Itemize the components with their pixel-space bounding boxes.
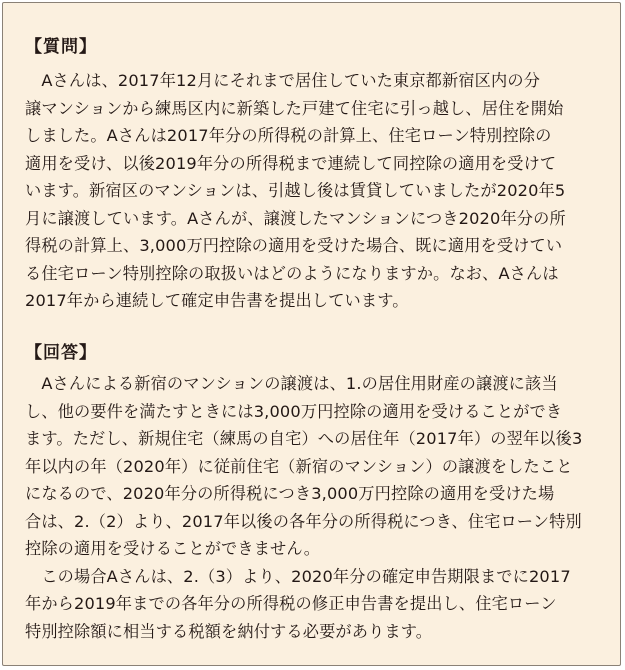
question-body: Aさんは、2017年12月にそれまで居住していた東京都新宿区内の分 譲マンションから練馬区内に新築した戸建て住宅に引っ越し、居住を開始 しました。Aさんは2017年分の所得税の計算上、住宅ローン特別控除の 適用を受け、以後2019年分の所得税まで連続して同控除の適用を受けて います。新宿区のマンションは、引越し後は賃貸していましたが2020年5 月に譲渡しています。Aさんが、譲渡したマンションにつき2020年分の所 得税の計算上、3,000万円控除の適用を受けた場合、既に適用を受けてい る住宅ローン特別控除の取扱いはどのようになりますか。なお、Aさんは 2017年から連続して確定申告書を提出しています。 bbox=[25, 71, 566, 310]
answer-body: Aさんによる新宿のマンションの譲渡は、1.の居住用財産の譲渡に該当 し、他の要件を満たすときには3,000万円控除の適用を受けることができ ます。ただし、新規住宅（練馬の自宅）への居住年（2017年）の翌年以後3 年以内の年（2020年）に従前住宅（新宿のマンション）の譲渡をしたこと になるので、2020年分の所得税につき3,000万円控除の適用を受けた場 合は、2.（2）より、2017年以後の各年分の所得税につき、住宅ローン特別 控除の適用を受けることができません。 この場合Aさんは、2.（3）より、2020年分の確定申告期限までに2017 年から2019年までの各年分の所得税の修正申告書を提出し、住宅ローン 特別控除額に相当する税額を納付する必要があります。 bbox=[25, 374, 583, 641]
question-heading: 【質問】 bbox=[25, 37, 97, 57]
answer-heading: 【回答】 bbox=[25, 343, 97, 363]
qa-box bbox=[2, 2, 621, 666]
